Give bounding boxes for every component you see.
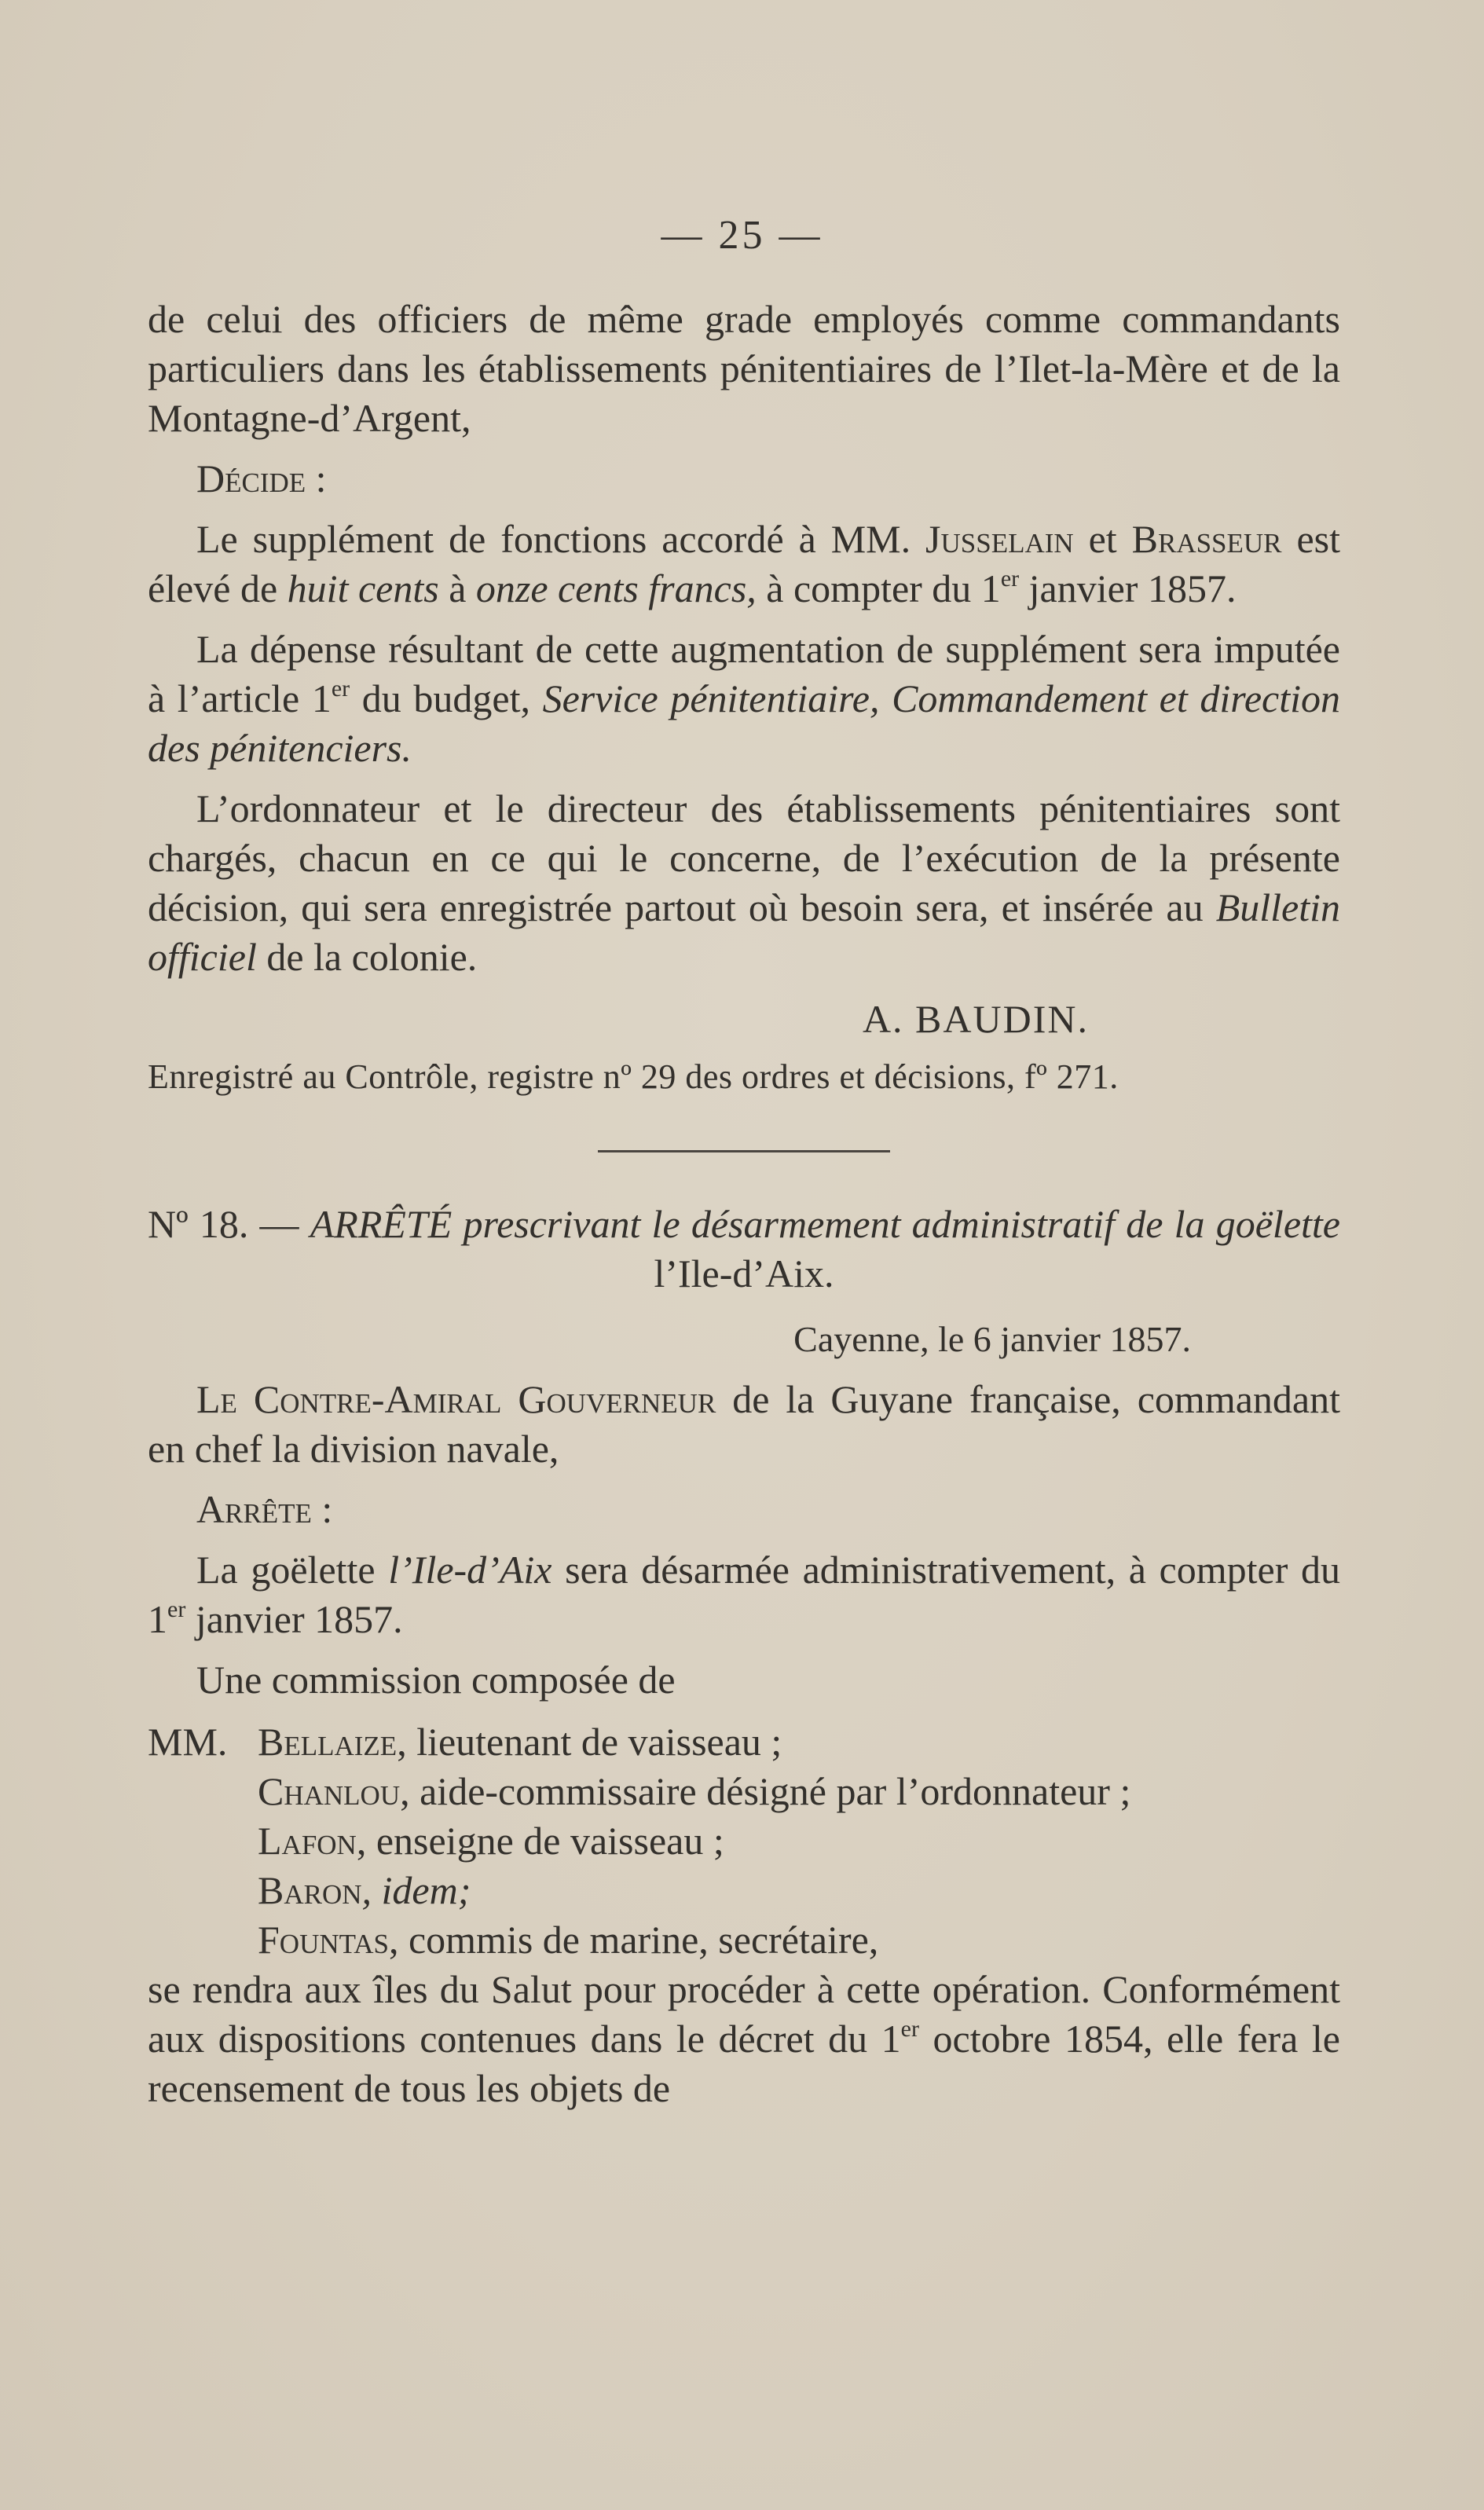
- text-segment: du budget,: [350, 676, 543, 720]
- text-segment: janvier 1857.: [185, 1597, 403, 1641]
- text-segment: à: [438, 566, 476, 610]
- decide-heading: [148, 454, 1340, 504]
- superscript: er: [167, 1596, 186, 1622]
- ship-name-italic: l’Ile-d’Aix: [388, 1548, 552, 1592]
- text-segment: et: [1073, 517, 1132, 561]
- commission-list: [148, 1717, 1340, 1965]
- ship-name: l’Ile-d’Aix.: [654, 1251, 834, 1295]
- member-name: Lafon: [258, 1819, 357, 1863]
- member-name: Baron: [258, 1868, 362, 1912]
- superscript: er: [1000, 566, 1020, 592]
- member-name: Bellaize: [258, 1720, 398, 1764]
- paragraph-commission-duties: [148, 1965, 1340, 2113]
- superscript: er: [900, 2016, 919, 2042]
- text-segment: octobre 1854, elle fera le recensement de tous les objets de: [148, 2017, 1340, 2110]
- bulletin-title: Bulletin officiel: [148, 885, 1340, 979]
- text-segment: est élevé de: [148, 517, 1340, 610]
- paragraph-expense: [148, 625, 1340, 773]
- commission-member-row: [148, 1816, 1340, 1866]
- commission-member-row: [148, 1866, 1340, 1915]
- text-segment: L’ordonnateur et le directeur des établissements pénitentiaires sont chargés, chacun en ce qui le concerne, de l’exécution de la présente décision, qui sera enregistrée partout où besoin sera, et insérée au: [148, 786, 1340, 929]
- text-segment: La dépense résultant de cette augmentation de supplément sera imputée à l’article 1: [148, 627, 1340, 720]
- text-segment: de la Guyane française, commandant en chef la division navale,: [148, 1377, 1340, 1471]
- page-number: — 25 —: [661, 213, 823, 258]
- member-role: , enseigne de vaisseau ;: [356, 1819, 724, 1863]
- member-role: , aide-commissaire désigné par l’ordonnateur ;: [400, 1769, 1131, 1813]
- paragraph-governor: [148, 1375, 1340, 1474]
- superscript: er: [331, 676, 350, 702]
- section-divider: [598, 1150, 890, 1152]
- text-segment: La goëlette: [196, 1548, 389, 1592]
- paragraph-disarmament: [148, 1545, 1340, 1644]
- paragraph-commission-intro: Une commission composée de: [196, 1658, 676, 1702]
- member-role: , lieutenant de vaisseau ;: [397, 1720, 782, 1764]
- text-segment: de la colonie.: [256, 935, 478, 979]
- text-segment: janvier 1857.: [1019, 566, 1237, 610]
- text-segment: sera désarmée administrativement, à compter du 1: [148, 1548, 1340, 1641]
- registration-note: Enregistré au Contrôle, registre nº 29 des ordres et décisions, fº 271.: [148, 1057, 1119, 1096]
- date-line: Cayenne, le 6 janvier 1857.: [793, 1319, 1191, 1359]
- paragraph-preamble-continuation: de celui des officiers de même grade employés comme commandants particuliers dans les établissements pénitentiaires de l’Ilet-la-Mère et de la Montagne-d’Argent,: [148, 297, 1340, 440]
- commission-member-row: [148, 1915, 1340, 1965]
- arrete-heading: [148, 1200, 1340, 1299]
- arrete-number: Nº 18. —: [148, 1202, 310, 1246]
- commission-member-row: [148, 1767, 1340, 1816]
- text-segment: à compter du 1: [756, 566, 1001, 610]
- commission-member-row: [148, 1717, 1340, 1767]
- mm-label: MM.: [148, 1720, 228, 1764]
- amount-italic: huit cents: [287, 566, 439, 610]
- paragraph-supplement: [148, 515, 1340, 614]
- governor-title: Le Contre-Amiral Gouverneur: [196, 1377, 716, 1421]
- member-name: Chanlou: [258, 1769, 401, 1813]
- budget-line-italic: Service pénitentiaire, Commandement et direction des pénitenciers.: [148, 676, 1340, 770]
- arrete-title: ARRÊTÉ prescrivant le désarmement administratif de la goëlette: [310, 1202, 1340, 1246]
- member-role: , idem;: [361, 1868, 471, 1912]
- decide-label: Décide :: [196, 456, 327, 500]
- text-segment: Le supplément de fonctions accordé à MM.: [196, 517, 926, 561]
- commission-member: [258, 1717, 782, 1767]
- text-segment: se rendra aux îles du Salut pour procéder à cette opération. Conformément aux dispositions contenues dans le décret du 1: [148, 1967, 1340, 2061]
- amount-italic: onze cents francs,: [475, 566, 757, 610]
- arrete-label: Arrête :: [196, 1487, 333, 1531]
- person-name: Brasseur: [1131, 517, 1282, 561]
- document-body: [148, 295, 1340, 2113]
- member-role: , commis de marine, secrétaire,: [388, 1918, 879, 1962]
- arrete-label-line: [148, 1485, 1340, 1534]
- member-name: Fountas: [258, 1918, 389, 1962]
- signature: A. BAUDIN.: [862, 997, 1089, 1041]
- person-name: Jusselain: [925, 517, 1074, 561]
- paragraph-execution: [148, 784, 1340, 982]
